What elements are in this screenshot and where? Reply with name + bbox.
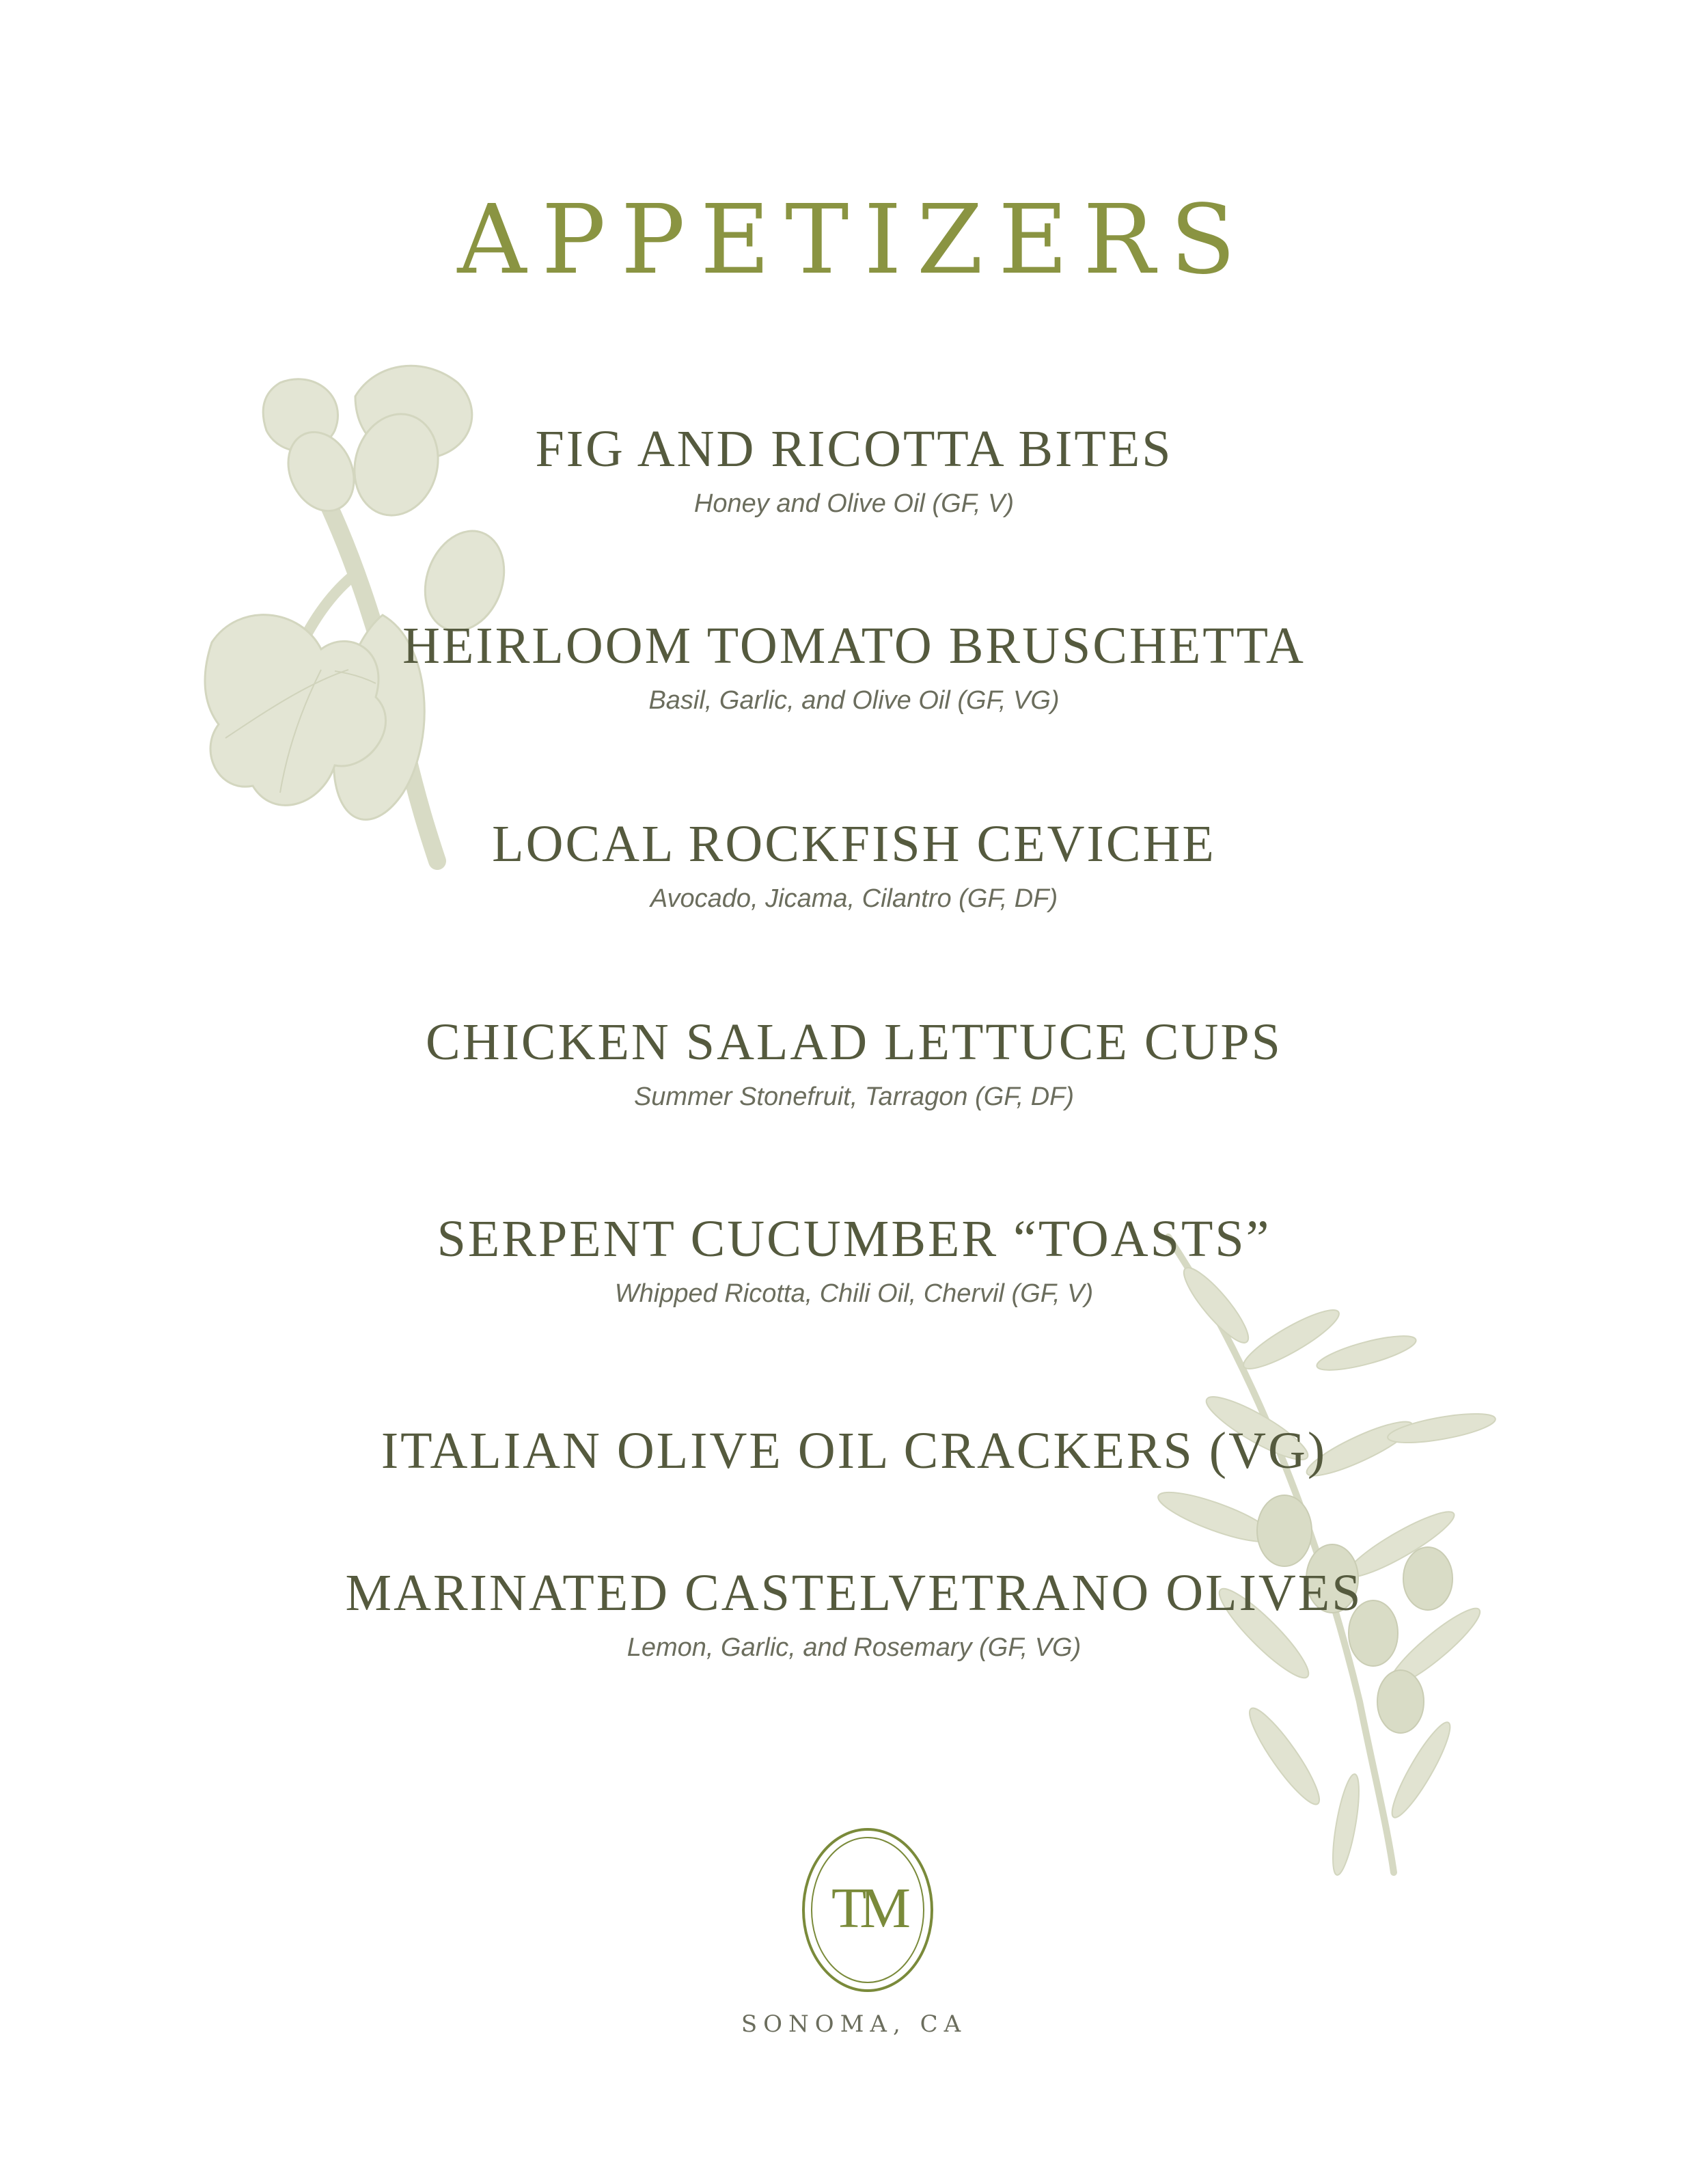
menu-item-description: Lemon, Garlic, and Rosemary (GF, VG)	[626, 1633, 1082, 1662]
menu-item-description: Avocado, Jicama, Cilantro (GF, DF)	[650, 884, 1058, 913]
menu-item	[0, 1420, 1708, 1482]
menu-item-description: Whipped Ricotta, Chili Oil, Chervil (GF, V)	[614, 1279, 1094, 1308]
menu-item-name: FIG AND RICOTTA BITES	[535, 420, 1173, 478]
menu-item	[0, 1562, 1708, 1665]
menu-item-description: Honey and Olive Oil (GF, V)	[693, 489, 1015, 518]
menu-title: APPETIZERS	[457, 185, 1251, 296]
svg-text:TM: TM	[831, 1877, 904, 1940]
menu-item-name: ITALIAN OLIVE OIL CRACKERS (VG)	[381, 1422, 1327, 1479]
tm-monogram-logo	[799, 1825, 936, 1995]
menu-item-name: CHICKEN SALAD LETTUCE CUPS	[426, 1013, 1282, 1071]
location-text: SONOMA, CA	[741, 2010, 967, 2038]
menu-item-description: Summer Stonefruit, Tarragon (GF, DF)	[633, 1082, 1075, 1111]
menu-item	[0, 813, 1708, 916]
menu-item	[0, 1011, 1708, 1114]
menu-item-name: SERPENT CUCUMBER “TOASTS”	[437, 1210, 1271, 1268]
menu-item-name: LOCAL ROCKFISH CEVICHE	[492, 815, 1216, 873]
menu-item-description: Basil, Garlic, and Olive Oil (GF, VG)	[648, 686, 1060, 715]
menu-item-name: HEIRLOOM TOMATO BRUSCHETTA	[402, 617, 1306, 674]
menu-item-name: MARINATED CASTELVETRANO OLIVES	[345, 1564, 1363, 1622]
menu-item	[0, 615, 1708, 718]
menu-item	[0, 1208, 1708, 1311]
menu-item	[0, 418, 1708, 521]
